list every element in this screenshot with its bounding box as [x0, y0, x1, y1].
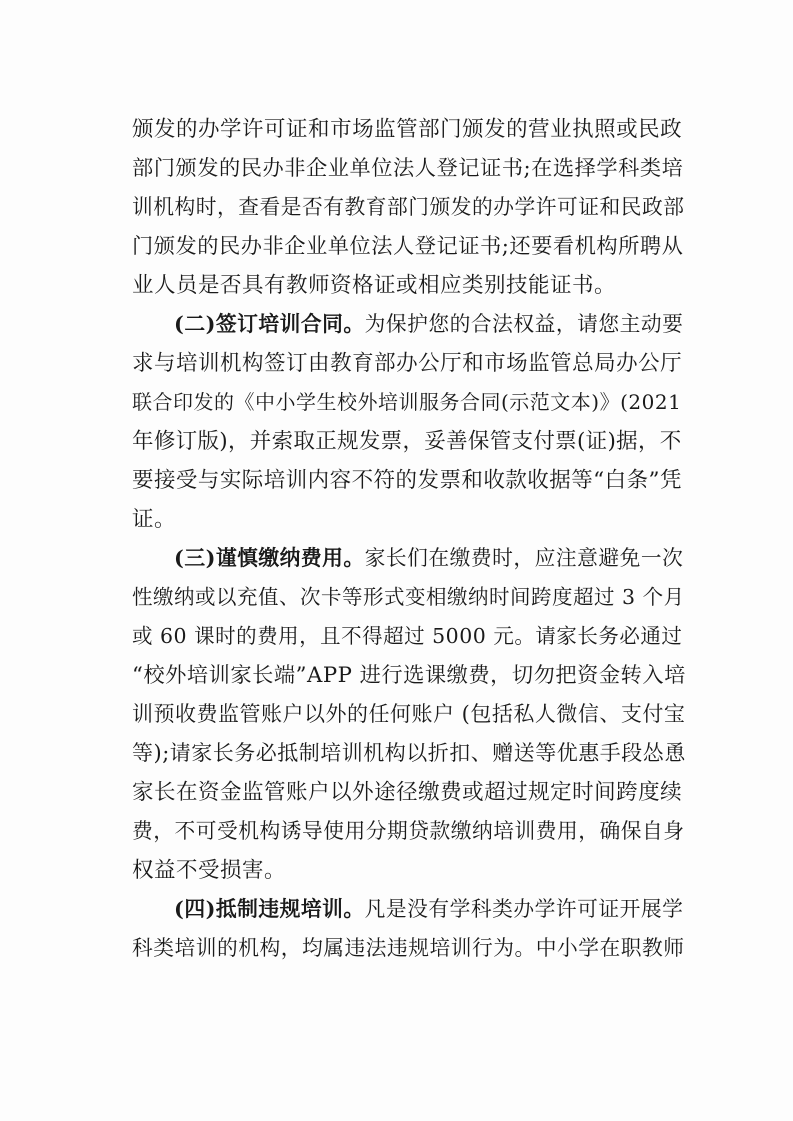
- text-line: [132, 422, 687, 461]
- line-text: 为保护您的合法权益，请您主动要: [364, 312, 684, 336]
- line-text: 证。: [132, 507, 177, 532]
- text-line: [132, 110, 687, 149]
- line-text: 求与培训机构签订由教育部办公厅和市场监管总局办公厅: [132, 351, 683, 376]
- line-text: 要接受与实际培训内容不符的发票和收款收据等“白条”凭: [132, 468, 682, 493]
- text-line: [132, 812, 687, 851]
- text-line: [132, 461, 687, 500]
- text-line: [132, 851, 687, 890]
- paragraph-first-line: [132, 305, 687, 344]
- paragraph-first-line: [132, 890, 687, 929]
- section-heading: (三)谨慎缴纳费用。: [174, 546, 365, 570]
- line-text: 等);请家长务必抵制培训机构以折扣、赠送等优惠手段怂恿: [132, 741, 686, 765]
- line-text: 门颁发的民办非企业单位法人登记证书;还要看机构所聘从: [132, 234, 684, 259]
- line-text: 权益不受损害。: [132, 858, 287, 883]
- text-line: [132, 344, 687, 383]
- document-body: [132, 110, 687, 968]
- section-heading: (四)抵制违规培训。: [174, 897, 365, 921]
- text-line: [132, 578, 687, 617]
- line-text: “校外培训家长端”APP 进行选课缴费，切勿把资金转入培: [132, 663, 686, 688]
- text-line: [132, 617, 687, 656]
- line-text: 颁发的办学许可证和市场监管部门颁发的营业执照或民政: [132, 117, 683, 142]
- text-line: [132, 929, 687, 968]
- line-text: 家长们在缴费时，应注意避免一次: [364, 546, 684, 570]
- text-line: [132, 383, 687, 422]
- text-line: [132, 773, 687, 812]
- text-line: [132, 500, 687, 539]
- line-text: 部门颁发的民办非企业单位法人登记证书;在选择学科类培: [132, 156, 684, 181]
- line-text: 家长在资金监管账户以外途径缴费或超过规定时间跨度续: [132, 780, 683, 805]
- text-line: [132, 227, 687, 266]
- text-line: [132, 695, 687, 734]
- text-line: [132, 188, 687, 227]
- line-text: 凡是没有学科类办学许可证开展学: [364, 897, 684, 921]
- line-text: 训机构时，查看是否有教育部门颁发的办学许可证和民政部: [132, 195, 685, 219]
- line-text: 性缴纳或以充值、次卡等形式变相缴纳时间跨度超过 3 个月: [132, 585, 685, 609]
- line-text: 或 60 课时的费用，且不得超过 5000 元。请家长务必通过: [132, 624, 683, 648]
- line-text: 训预收费监管账户以外的任何账户 (包括私人微信、支付宝: [132, 702, 686, 726]
- text-line: [132, 734, 687, 773]
- text-line: [132, 266, 687, 305]
- section-heading: (二)签订培训合同。: [174, 312, 365, 336]
- line-text: 联合印发的《中小学生校外培训服务合同(示范文本)》(2021: [132, 390, 682, 414]
- paragraph-first-line: [132, 539, 687, 578]
- text-line: [132, 656, 687, 695]
- line-text: 科类培训的机构，均属违法违规培训行为。中小学在职教师: [132, 936, 685, 960]
- line-text: 年修订版)，并索取正规发票，妥善保管支付票(证)据，不: [132, 429, 682, 454]
- text-line: [132, 149, 687, 188]
- line-text: 费，不可受机构诱导使用分期贷款缴纳培训费用，确保自身: [132, 819, 685, 843]
- line-text: 业人员是否具有教师资格证或相应类别技能证书。: [132, 273, 617, 298]
